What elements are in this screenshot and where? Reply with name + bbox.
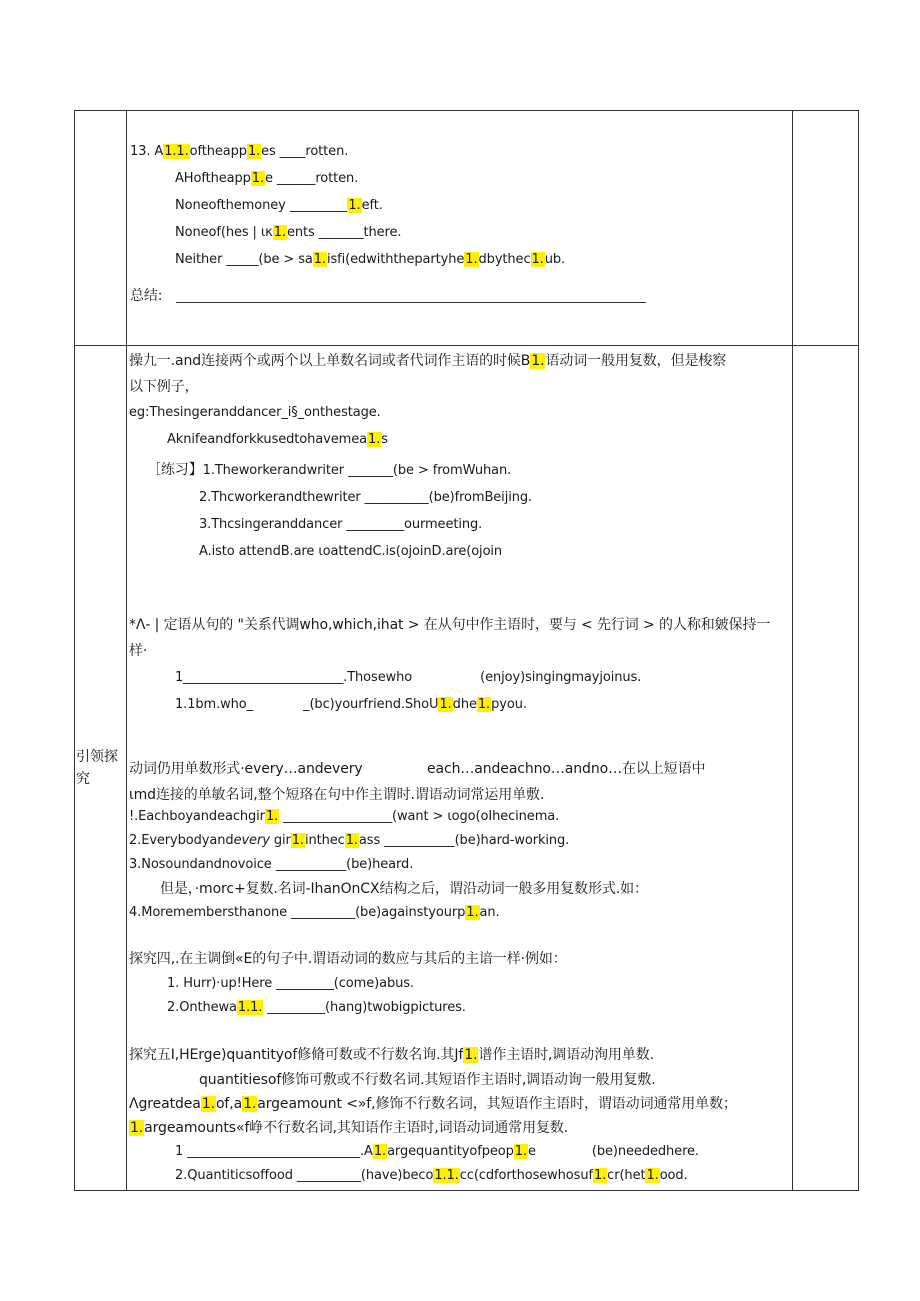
table-col1-divider (126, 110, 127, 1191)
inversion-exercise-1: 1. Hurr)·up!Here _________(come)abus. (167, 976, 414, 991)
relative-clause-rule-line-1: *Λ- | 定语从句的 "关系代调who,which,ihat > 在从句中作主语时，要与 < 先行词 > 的人称和皴保持一 (129, 617, 771, 633)
table-top-border (74, 110, 859, 111)
every-exercise-3: 3.Nosoundandnovoice ___________(be)heard. (129, 857, 414, 872)
relative-clause-rule-line-2: 样· (129, 643, 148, 659)
practice-2: 2.Thcworkerandthewriter __________(be)fromBeijing. (199, 490, 533, 505)
every-rule-line-1b: each…andeachno…andno…在以上短语中 (427, 761, 706, 777)
inversion-rule: 探究四,.在主调倒«E的句子中.谓语动词的数应与其后的主谙一样·例如： (129, 951, 567, 967)
relative-exercise-1: 1_________________________.Thosewho (enjoy)singingmayjoinus. (175, 670, 642, 685)
quantity-rule-line-3: Λgreatdea1.of,a1.argeamount <»f,修饰不行数名词，其短语作主语时，谓语动词通常用单数； (129, 1096, 737, 1112)
example-2: Aknifeandforkkusedtohavemea1.s (167, 432, 388, 447)
every-rule-line-2: ιmd连接的单敏名词,整个短珞在句中作主谓时.谓语动词常运用单敷. (129, 787, 545, 803)
summary-label: 总结: (130, 288, 163, 304)
rule-1-line-2: 以下例子， (129, 379, 199, 395)
table-col2-divider (792, 110, 793, 1191)
every-exercise-4: 4.Moremembersthanone __________(be)againstyourp1.an. (129, 905, 500, 920)
quantity-rule-line-1: 探究五I,HErge)quantityof修脩可数或不行数名询.其Jf1.谱作主语时,调语动洵用单数. (129, 1047, 654, 1063)
inversion-exercise-2: 2.Onthewa1.1. _________(hang)twobigpictures. (167, 1000, 466, 1015)
table-bottom-border (74, 1190, 859, 1191)
quantity-exercise-2: 2.Quantiticsoffood __________(have)beco1.1.cc(cdforthosewhosuf1.cr(het1.ood. (175, 1168, 688, 1183)
quantity-rule-line-4: 1.argeamounts«f峥不行数名词,其知语作主语时,词语动词通常用复数. (130, 1120, 569, 1136)
exercise-line: Noneofthemoney _________1.eft. (175, 198, 383, 213)
section-label: 引领探究 (76, 749, 118, 787)
practice-3: 3.Thcsingeranddancer _________ourmeeting. (199, 517, 483, 532)
summary-blank-line (176, 302, 646, 303)
practice-1: ［练习】1.Theworkerandwriter _______(be > fromWuhan. (147, 462, 512, 478)
relative-exercise-2: 1.1bm.who_ _(bc)yourfriend.ShoU1.dhe1.pyou. (175, 697, 527, 712)
exercise-13-line: 13. A1.1.oftheapp1.es ____rotten. (130, 144, 349, 159)
rule-1-line-1: 操九一.and连接两个或两个以上单数名词或者代词作主语的时候B1.语动词一般用复数，但是梭察 (129, 353, 727, 369)
every-exercise-2: 2.Everybodyandevery gir1.inthec1.ass ___________(be)hard-working. (129, 833, 570, 848)
table-right-border (858, 110, 859, 1191)
exercise-line: AHoftheapp1.e ______rotten. (175, 171, 359, 186)
practice-options: A.isto attendB.are ιoattendC.is(ojoinD.are(ojoin (199, 544, 503, 559)
quantity-rule-line-2: quantitiesof修饰可敷或不行数名词.其短语作主语时,调语动询一般用复敷. (199, 1072, 656, 1088)
every-exercise-1: !.Eachboyandeachgir1. _________________(want > ιogo(oIhecinema. (129, 809, 560, 824)
table-left-border (74, 110, 75, 1191)
example-1: eg:Thesingeranddancer_i§_onthestage. (129, 405, 381, 420)
table-row-divider (74, 345, 859, 346)
every-rule-line-1a: 动词仍用单数形式·every…andevery (129, 761, 363, 777)
exercise-line: Neither _____(be > sa1.isfi(edwiththepartyhe1.dbythec1.ub. (175, 252, 566, 267)
quantity-exercise-1: 1 ___________________________.A1.argequantityofpeop1.e (be)neededhere. (175, 1144, 699, 1159)
more-than-one-note: 但是，·morc+复数.名词-IhanOnCX结构之后，谓沿动词一般多用复数形式.如： (160, 881, 648, 897)
exercise-line: Noneof(hes | ικ1.ents _______there. (175, 225, 402, 240)
